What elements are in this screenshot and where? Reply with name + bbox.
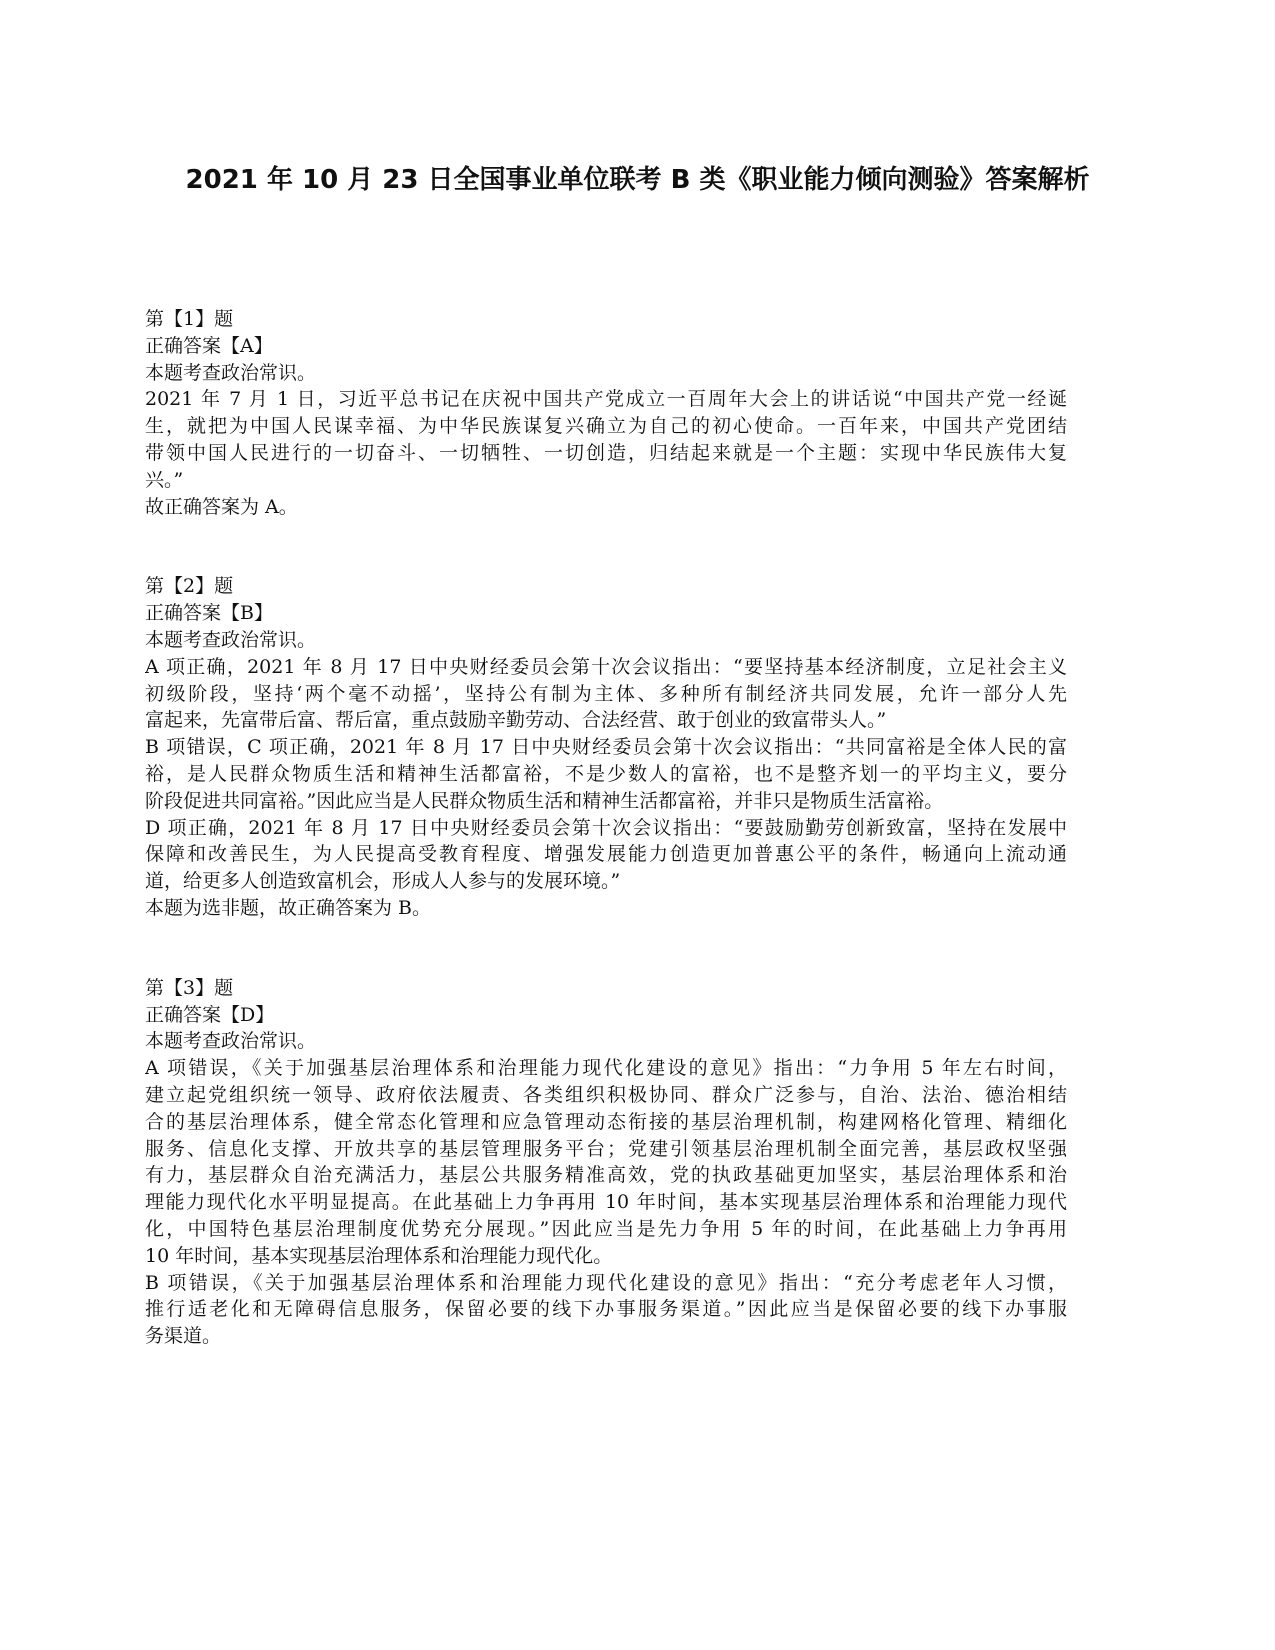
explanation-line: 本题考查政治常识。	[145, 628, 317, 651]
explanation-line: 有力，基层群众自治充满活力，基层公共服务精准高效，党的执政基础更加坚实，基层治理体系和治	[145, 1164, 1067, 1187]
explanation-line: 10 年时间，基本实现基层治理体系和治理能力现代化。	[145, 1244, 613, 1267]
explanation-line: 务渠道。	[145, 1325, 222, 1348]
explanation-line: A 项错误，《关于加强基层治理体系和治理能力现代化建设的意见》指出：“力争用 5 年左右时间，	[145, 1057, 1067, 1080]
explanation-line: 建立起党组织统一领导、政府依法履责、各类组织积极协同、群众广泛参与，自治、法治、德治相结	[145, 1083, 1067, 1106]
explanation-line: 带领中国人民进行的一切奋斗、一切牺牲、一切创造，归结起来就是一个主题：实现中华民族伟大复	[145, 441, 1067, 464]
explanation-line: 2021 年 7 月 1 日，习近平总书记在庆祝中国共产党成立一百周年大会上的讲话说“中国共产党一经诞	[145, 388, 1067, 411]
correct-answer: 正确答案【D】	[145, 1003, 275, 1026]
explanation-line: 服务、信息化支撑、开放共享的基层管理服务平台；党建引领基层治理机制全面完善，基层政权坚强	[145, 1137, 1067, 1160]
explanation-line: B 项错误，C 项正确，2021 年 8 月 17 日中央财经委员会第十次会议指出：“共同富裕是全体人民的富	[145, 736, 1067, 759]
explanation-line: B 项错误，《关于加强基层治理体系和治理能力现代化建设的意见》指出：“充分考虑老年人习惯，	[145, 1271, 1067, 1294]
explanation-line: 兴。”	[145, 468, 184, 491]
explanation-line: 保障和改善民生，为人民提高受教育程度、增强发展能力创造更加普惠公平的条件，畅通向上流动通	[145, 843, 1067, 866]
question-header: 第【2】题	[145, 575, 234, 598]
correct-answer: 正确答案【B】	[145, 602, 273, 625]
explanation-line: D 项正确，2021 年 8 月 17 日中央财经委员会第十次会议指出：“要鼓励勤劳创新致富，坚持在发展中	[145, 816, 1067, 839]
explanation-line: 推行适老化和无障碍信息服务，保留必要的线下办事服务渠道。”因此应当是保留必要的线下办事服	[145, 1298, 1067, 1321]
explanation-line: 富起来，先富带后富、帮后富，重点鼓励辛勤劳动、合法经营、敢于创业的致富带头人。”	[145, 709, 887, 732]
document-body	[145, 306, 1067, 1403]
explanation-line: 故正确答案为 A。	[145, 495, 298, 518]
explanation-line: 生，就把为中国人民谋幸福、为中华民族谋复兴确立为自己的初心使命。一百年来，中国共产党团结	[145, 415, 1067, 438]
explanation-line: 本题考查政治常识。	[145, 361, 317, 384]
explanation-line: 理能力现代化水平明显提高。在此基础上力争再用 10 年时间，基本实现基层治理体系和治理能力现代	[145, 1191, 1067, 1214]
question-section	[145, 573, 1067, 921]
explanation-line: 初级阶段，坚持‘两个毫不动摇’，坚持公有制为主体、多种所有制经济共同发展，允许一部分人先	[145, 682, 1067, 705]
question-section	[145, 975, 1067, 1350]
explanation-line: 合的基层治理体系，健全常态化管理和应急管理动态衔接的基层治理机制，构建网格化管理、精细化	[145, 1110, 1067, 1133]
question-header: 第【3】题	[145, 976, 234, 999]
explanation-line: 本题考查政治常识。	[145, 1030, 317, 1053]
explanation-line: 化，中国特色基层治理制度优势充分展现。”因此应当是先力争用 5 年的时间，在此基础上力争再用	[145, 1217, 1067, 1240]
explanation-line: 裕，是人民群众物质生活和精神生活都富裕，不是少数人的富裕，也不是整齐划一的平均主义，要分	[145, 762, 1067, 785]
question-header: 第【1】题	[145, 308, 234, 330]
correct-answer: 正确答案【A】	[145, 334, 273, 357]
document-title: 2021 年 10 月 23 日全国事业单位联考 B 类《职业能力倾向测验》答案解析	[185, 165, 1090, 195]
question-section	[145, 306, 1067, 520]
explanation-line: 本题为选非题，故正确答案为 B。	[145, 896, 432, 919]
explanation-line: 阶段促进共同富裕。”因此应当是人民群众物质生活和精神生活都富裕，并非只是物质生活富裕。	[145, 789, 944, 812]
explanation-line: 道，给更多人创造致富机会，形成人人参与的发展环境。”	[145, 870, 621, 893]
explanation-line: A 项正确，2021 年 8 月 17 日中央财经委员会第十次会议指出：“要坚持基本经济制度，立足社会主义	[145, 655, 1067, 678]
